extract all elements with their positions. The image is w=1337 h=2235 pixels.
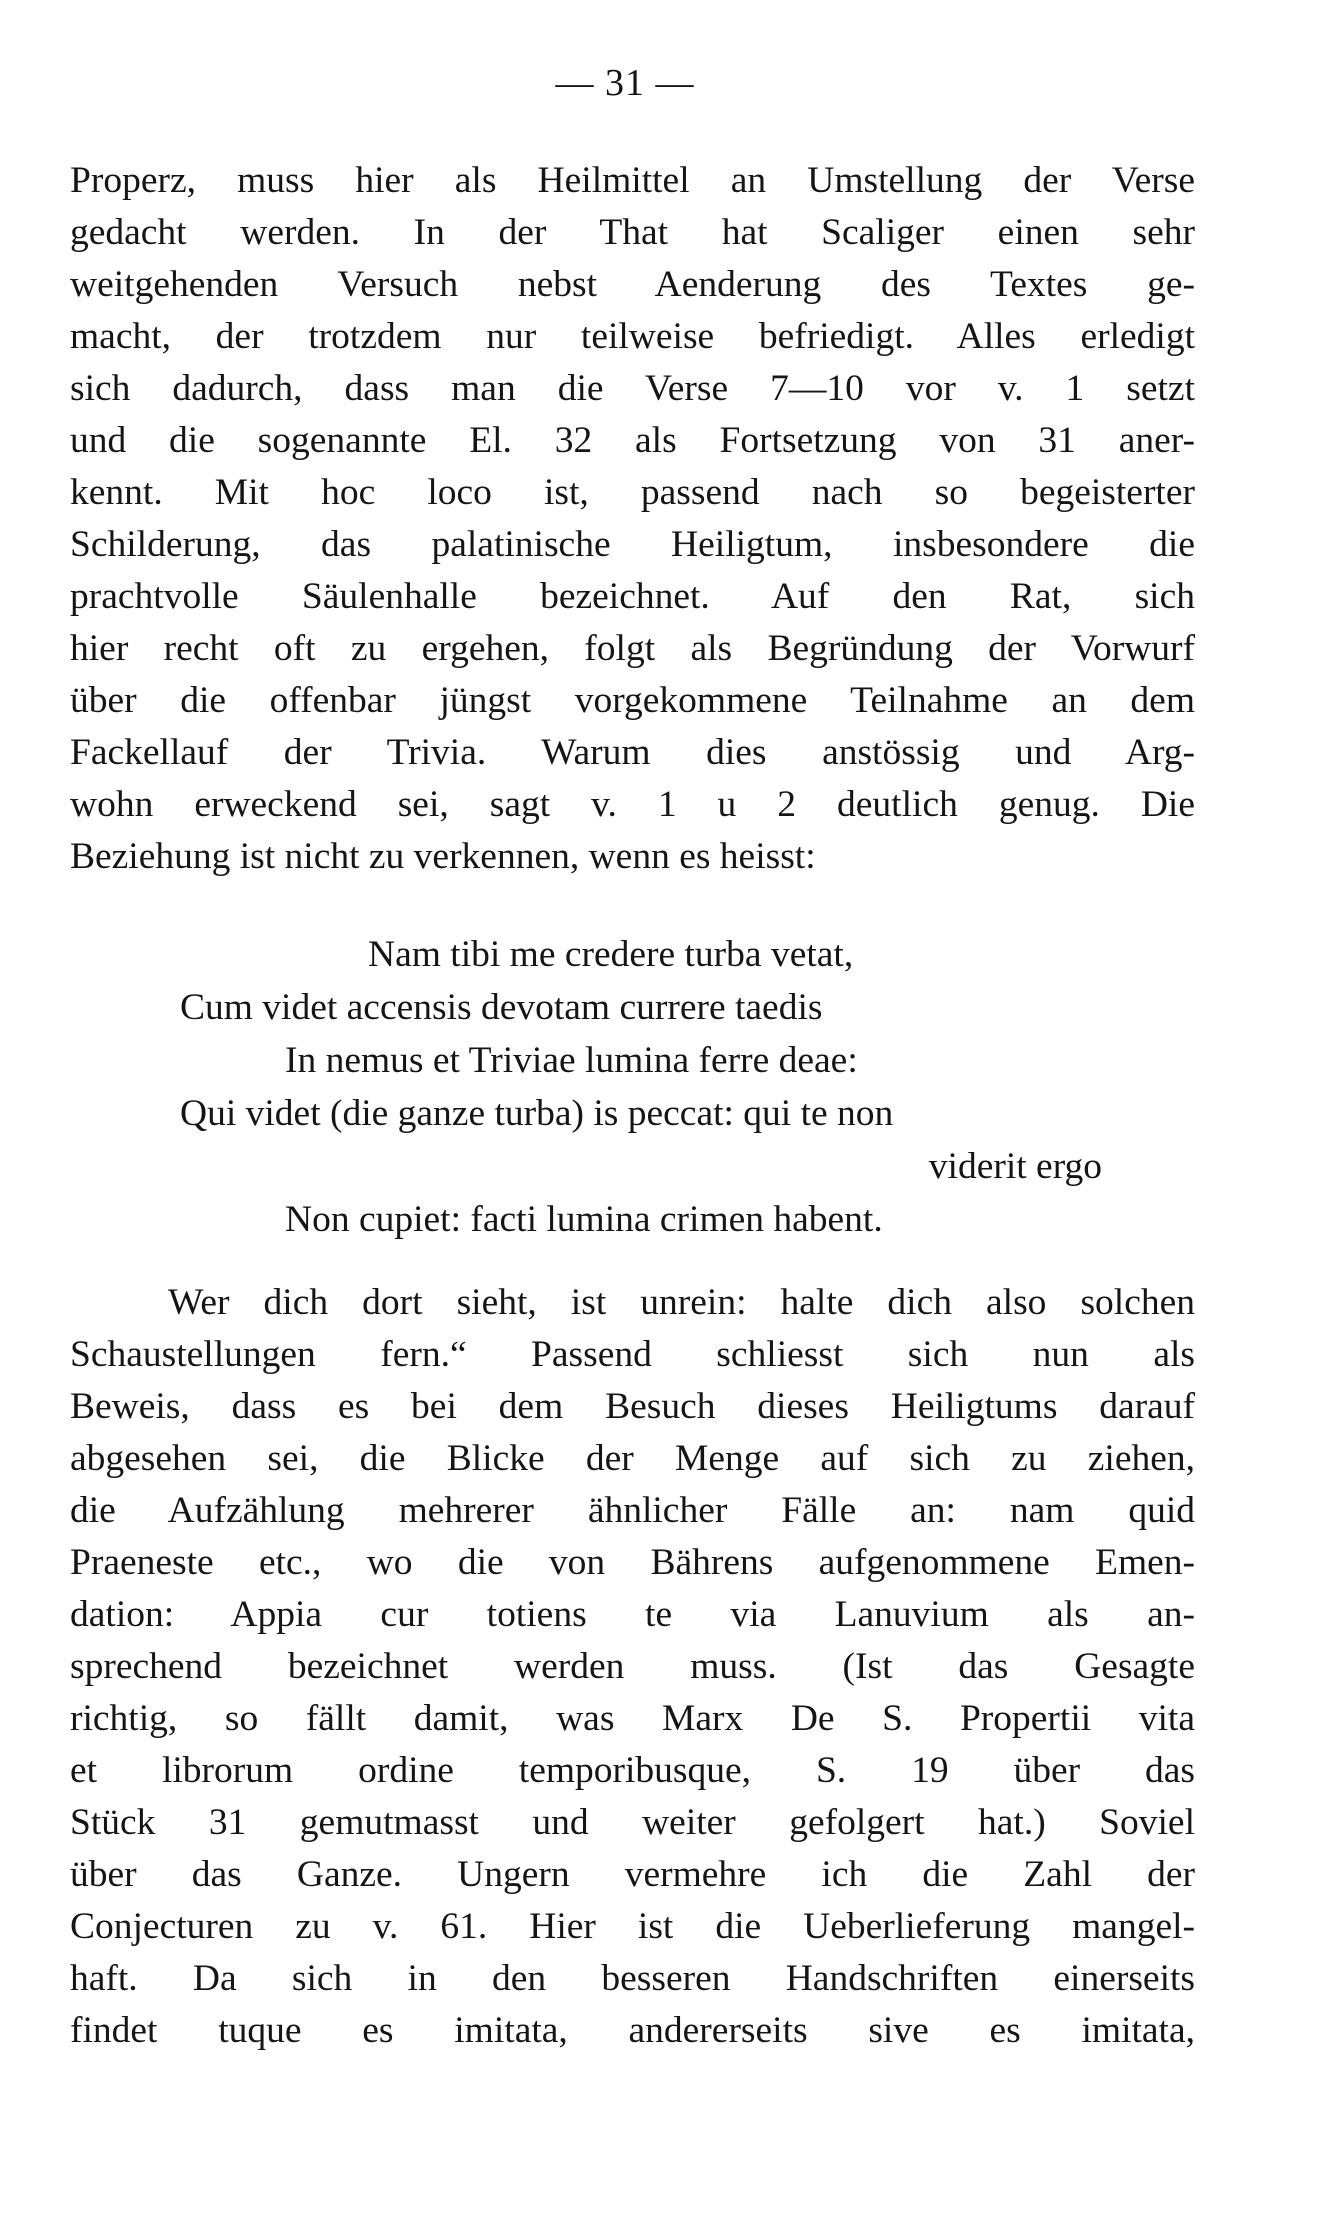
text-line: macht, der trotzdem nur teilweise befriedigt. Alles erledigt (70, 316, 1195, 357)
text-line: prachtvolle Säulenhalle bezeichnet. Auf den Rat, sich (70, 576, 1195, 617)
text-line: weitgehenden Versuch nebst Aenderung des Textes ge- (70, 264, 1195, 305)
text-line: dation: Appia cur totiens te via Lanuvium als an- (70, 1594, 1195, 1635)
text-line: Properz, muss hier als Heilmittel an Umstellung der Verse (70, 160, 1195, 201)
text-line: gedacht werden. In der That hat Scaliger einen sehr (70, 212, 1195, 253)
verse-line: Qui videt (die ganze turba) is peccat: qui te non (180, 1093, 894, 1134)
text-line: Schilderung, das palatinische Heiligtum, insbesondere die (70, 524, 1195, 565)
verse-line: Nam tibi me credere turba vetat, (368, 934, 854, 975)
page-number: — 31 — (555, 62, 695, 104)
text-line: Wer dich dort sieht, ist unrein: halte dich also solchen (168, 1282, 1195, 1323)
text-line: findet tuque es imitata, andererseits sive es imitata, (70, 2010, 1195, 2051)
text-line: Fackellauf der Trivia. Warum dies anstössig und Arg- (70, 732, 1195, 773)
text-line: sich dadurch, dass man die Verse 7—10 vor v. 1 setzt (70, 368, 1195, 409)
text-line: Beziehung ist nicht zu verkennen, wenn es heisst: (70, 836, 816, 877)
verse-line: Non cupiet: facti lumina crimen habent. (285, 1199, 883, 1240)
text-line: Stück 31 gemutmasst und weiter gefolgert hat.) Soviel (70, 1802, 1195, 1843)
text-line: über das Ganze. Ungern vermehre ich die Zahl der (70, 1854, 1195, 1895)
text-line: wohn erweckend sei, sagt v. 1 u 2 deutlich genug. Die (70, 784, 1195, 825)
text-line: Beweis, dass es bei dem Besuch dieses Heiligtums darauf (70, 1386, 1195, 1427)
text-line: richtig, so fällt damit, was Marx De S. Propertii vita (70, 1698, 1195, 1739)
text-line: sprechend bezeichnet werden muss. (Ist das Gesagte (70, 1646, 1195, 1687)
text-line: et librorum ordine temporibusque, S. 19 über das (70, 1750, 1195, 1791)
text-line: Praeneste etc., wo die von Bährens aufgenommene Emen- (70, 1542, 1195, 1583)
text-line: und die sogenannte El. 32 als Fortsetzung von 31 aner- (70, 420, 1195, 461)
verse-line: Cum videt accensis devotam currere taedis (180, 987, 823, 1028)
text-line: abgesehen sei, die Blicke der Menge auf sich zu ziehen, (70, 1438, 1195, 1479)
verse-line: In nemus et Triviae lumina ferre deae: (285, 1040, 858, 1081)
text-line: kennt. Mit hoc loco ist, passend nach so begeisterter (70, 472, 1195, 513)
verse-line-continuation: viderit ergo (928, 1146, 1102, 1187)
text-line: hier recht oft zu ergehen, folgt als Begründung der Vorwurf (70, 628, 1195, 669)
text-line: Conjecturen zu v. 61. Hier ist die Ueberlieferung mangel- (70, 1906, 1195, 1947)
text-line: Schaustellungen fern.“ Passend schliesst sich nun als (70, 1334, 1195, 1375)
text-line: über die offenbar jüngst vorgekommene Teilnahme an dem (70, 680, 1195, 721)
text-line: haft. Da sich in den besseren Handschriften einerseits (70, 1958, 1195, 1999)
text-line: die Aufzählung mehrerer ähnlicher Fälle an: nam quid (70, 1490, 1195, 1531)
